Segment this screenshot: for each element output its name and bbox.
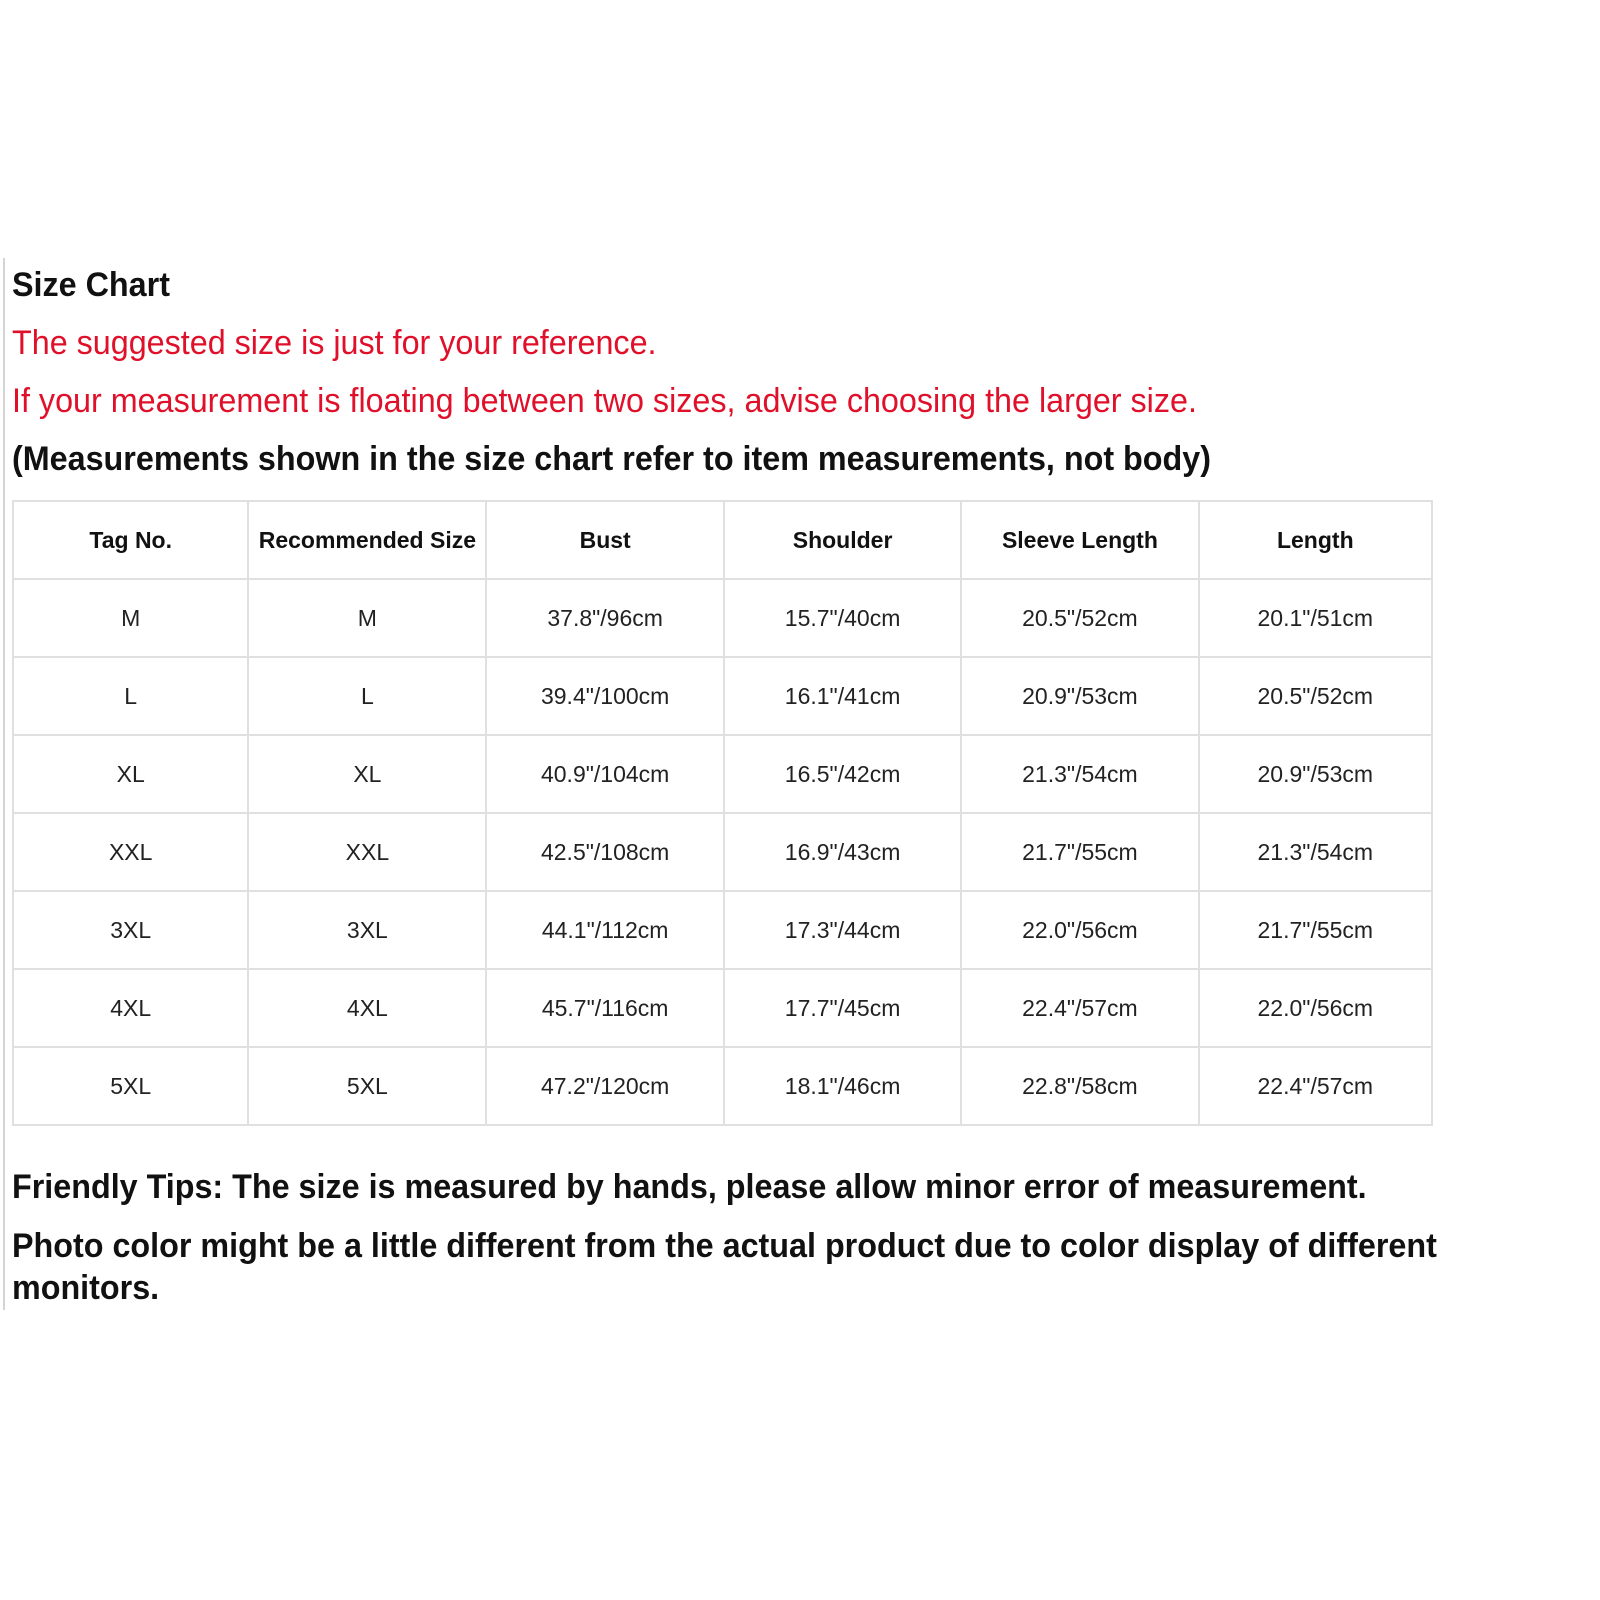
cell-recommended-size: 3XL [248, 891, 486, 969]
cell-recommended-size: 5XL [248, 1047, 486, 1125]
column-header-tag-no: Tag No. [13, 501, 248, 579]
cell-length: 22.4"/57cm [1199, 1047, 1432, 1125]
cell-recommended-size: 4XL [248, 969, 486, 1047]
cell-recommended-size: L [248, 657, 486, 735]
table-row [13, 891, 1432, 969]
column-header-shoulder: Shoulder [724, 501, 961, 579]
cell-bust: 45.7"/116cm [486, 969, 724, 1047]
table-row [13, 735, 1432, 813]
cell-length: 21.3"/54cm [1199, 813, 1432, 891]
cell-length: 20.5"/52cm [1199, 657, 1432, 735]
cell-sleeve-length: 20.9"/53cm [961, 657, 1198, 735]
left-divider-rule [3, 258, 5, 1310]
cell-sleeve-length: 22.0"/56cm [961, 891, 1198, 969]
cell-shoulder: 17.3"/44cm [724, 891, 961, 969]
cell-length: 21.7"/55cm [1199, 891, 1432, 969]
cell-sleeve-length: 20.5"/52cm [961, 579, 1198, 657]
cell-recommended-size: XXL [248, 813, 486, 891]
reference-note: The suggested size is just for your reference. [12, 324, 657, 362]
cell-bust: 40.9"/104cm [486, 735, 724, 813]
cell-sleeve-length: 22.8"/58cm [961, 1047, 1198, 1125]
color-disclaimer: Photo color might be a little different from the actual product due to color display of different monitors. [12, 1227, 1437, 1307]
size-chart-header [12, 262, 1592, 494]
table-row [13, 813, 1432, 891]
cell-tag-no: XL [13, 735, 248, 813]
table-row [13, 657, 1432, 735]
cell-bust: 44.1"/112cm [486, 891, 724, 969]
column-header-sleeve-length: Sleeve Length [961, 501, 1198, 579]
cell-tag-no: M [13, 579, 248, 657]
cell-shoulder: 17.7"/45cm [724, 969, 961, 1047]
cell-shoulder: 16.5"/42cm [724, 735, 961, 813]
cell-bust: 37.8"/96cm [486, 579, 724, 657]
cell-sleeve-length: 21.3"/54cm [961, 735, 1198, 813]
cell-recommended-size: XL [248, 735, 486, 813]
cell-tag-no: 3XL [13, 891, 248, 969]
cell-bust: 47.2"/120cm [486, 1047, 724, 1125]
cell-tag-no: 5XL [13, 1047, 248, 1125]
column-header-bust: Bust [486, 501, 724, 579]
cell-shoulder: 16.1"/41cm [724, 657, 961, 735]
larger-size-advice: If your measurement is floating between two sizes, advise choosing the larger size. [12, 382, 1197, 420]
table-row [13, 1047, 1432, 1125]
table-row [13, 969, 1432, 1047]
cell-shoulder: 15.7"/40cm [724, 579, 961, 657]
cell-length: 20.9"/53cm [1199, 735, 1432, 813]
column-header-length: Length [1199, 501, 1432, 579]
cell-length: 22.0"/56cm [1199, 969, 1432, 1047]
cell-bust: 42.5"/108cm [486, 813, 724, 891]
cell-tag-no: 4XL [13, 969, 248, 1047]
cell-shoulder: 16.9"/43cm [724, 813, 961, 891]
cell-sleeve-length: 21.7"/55cm [961, 813, 1198, 891]
measurement-disclaimer: (Measurements shown in the size chart refer to item measurements, not body) [12, 440, 1211, 478]
cell-tag-no: XXL [13, 813, 248, 891]
page-title: Size Chart [12, 266, 170, 304]
table-row [13, 579, 1432, 657]
cell-sleeve-length: 22.4"/57cm [961, 969, 1198, 1047]
measurement-tip: Friendly Tips: The size is measured by hands, please allow minor error of measurement. [12, 1168, 1367, 1206]
cell-bust: 39.4"/100cm [486, 657, 724, 735]
size-table [12, 500, 1433, 1126]
cell-shoulder: 18.1"/46cm [724, 1047, 961, 1125]
footer-tips [12, 1166, 1592, 1309]
table-header-row [13, 501, 1432, 579]
cell-tag-no: L [13, 657, 248, 735]
column-header-recommended-size: Recommended Size [248, 501, 486, 579]
cell-recommended-size: M [248, 579, 486, 657]
cell-length: 20.1"/51cm [1199, 579, 1432, 657]
